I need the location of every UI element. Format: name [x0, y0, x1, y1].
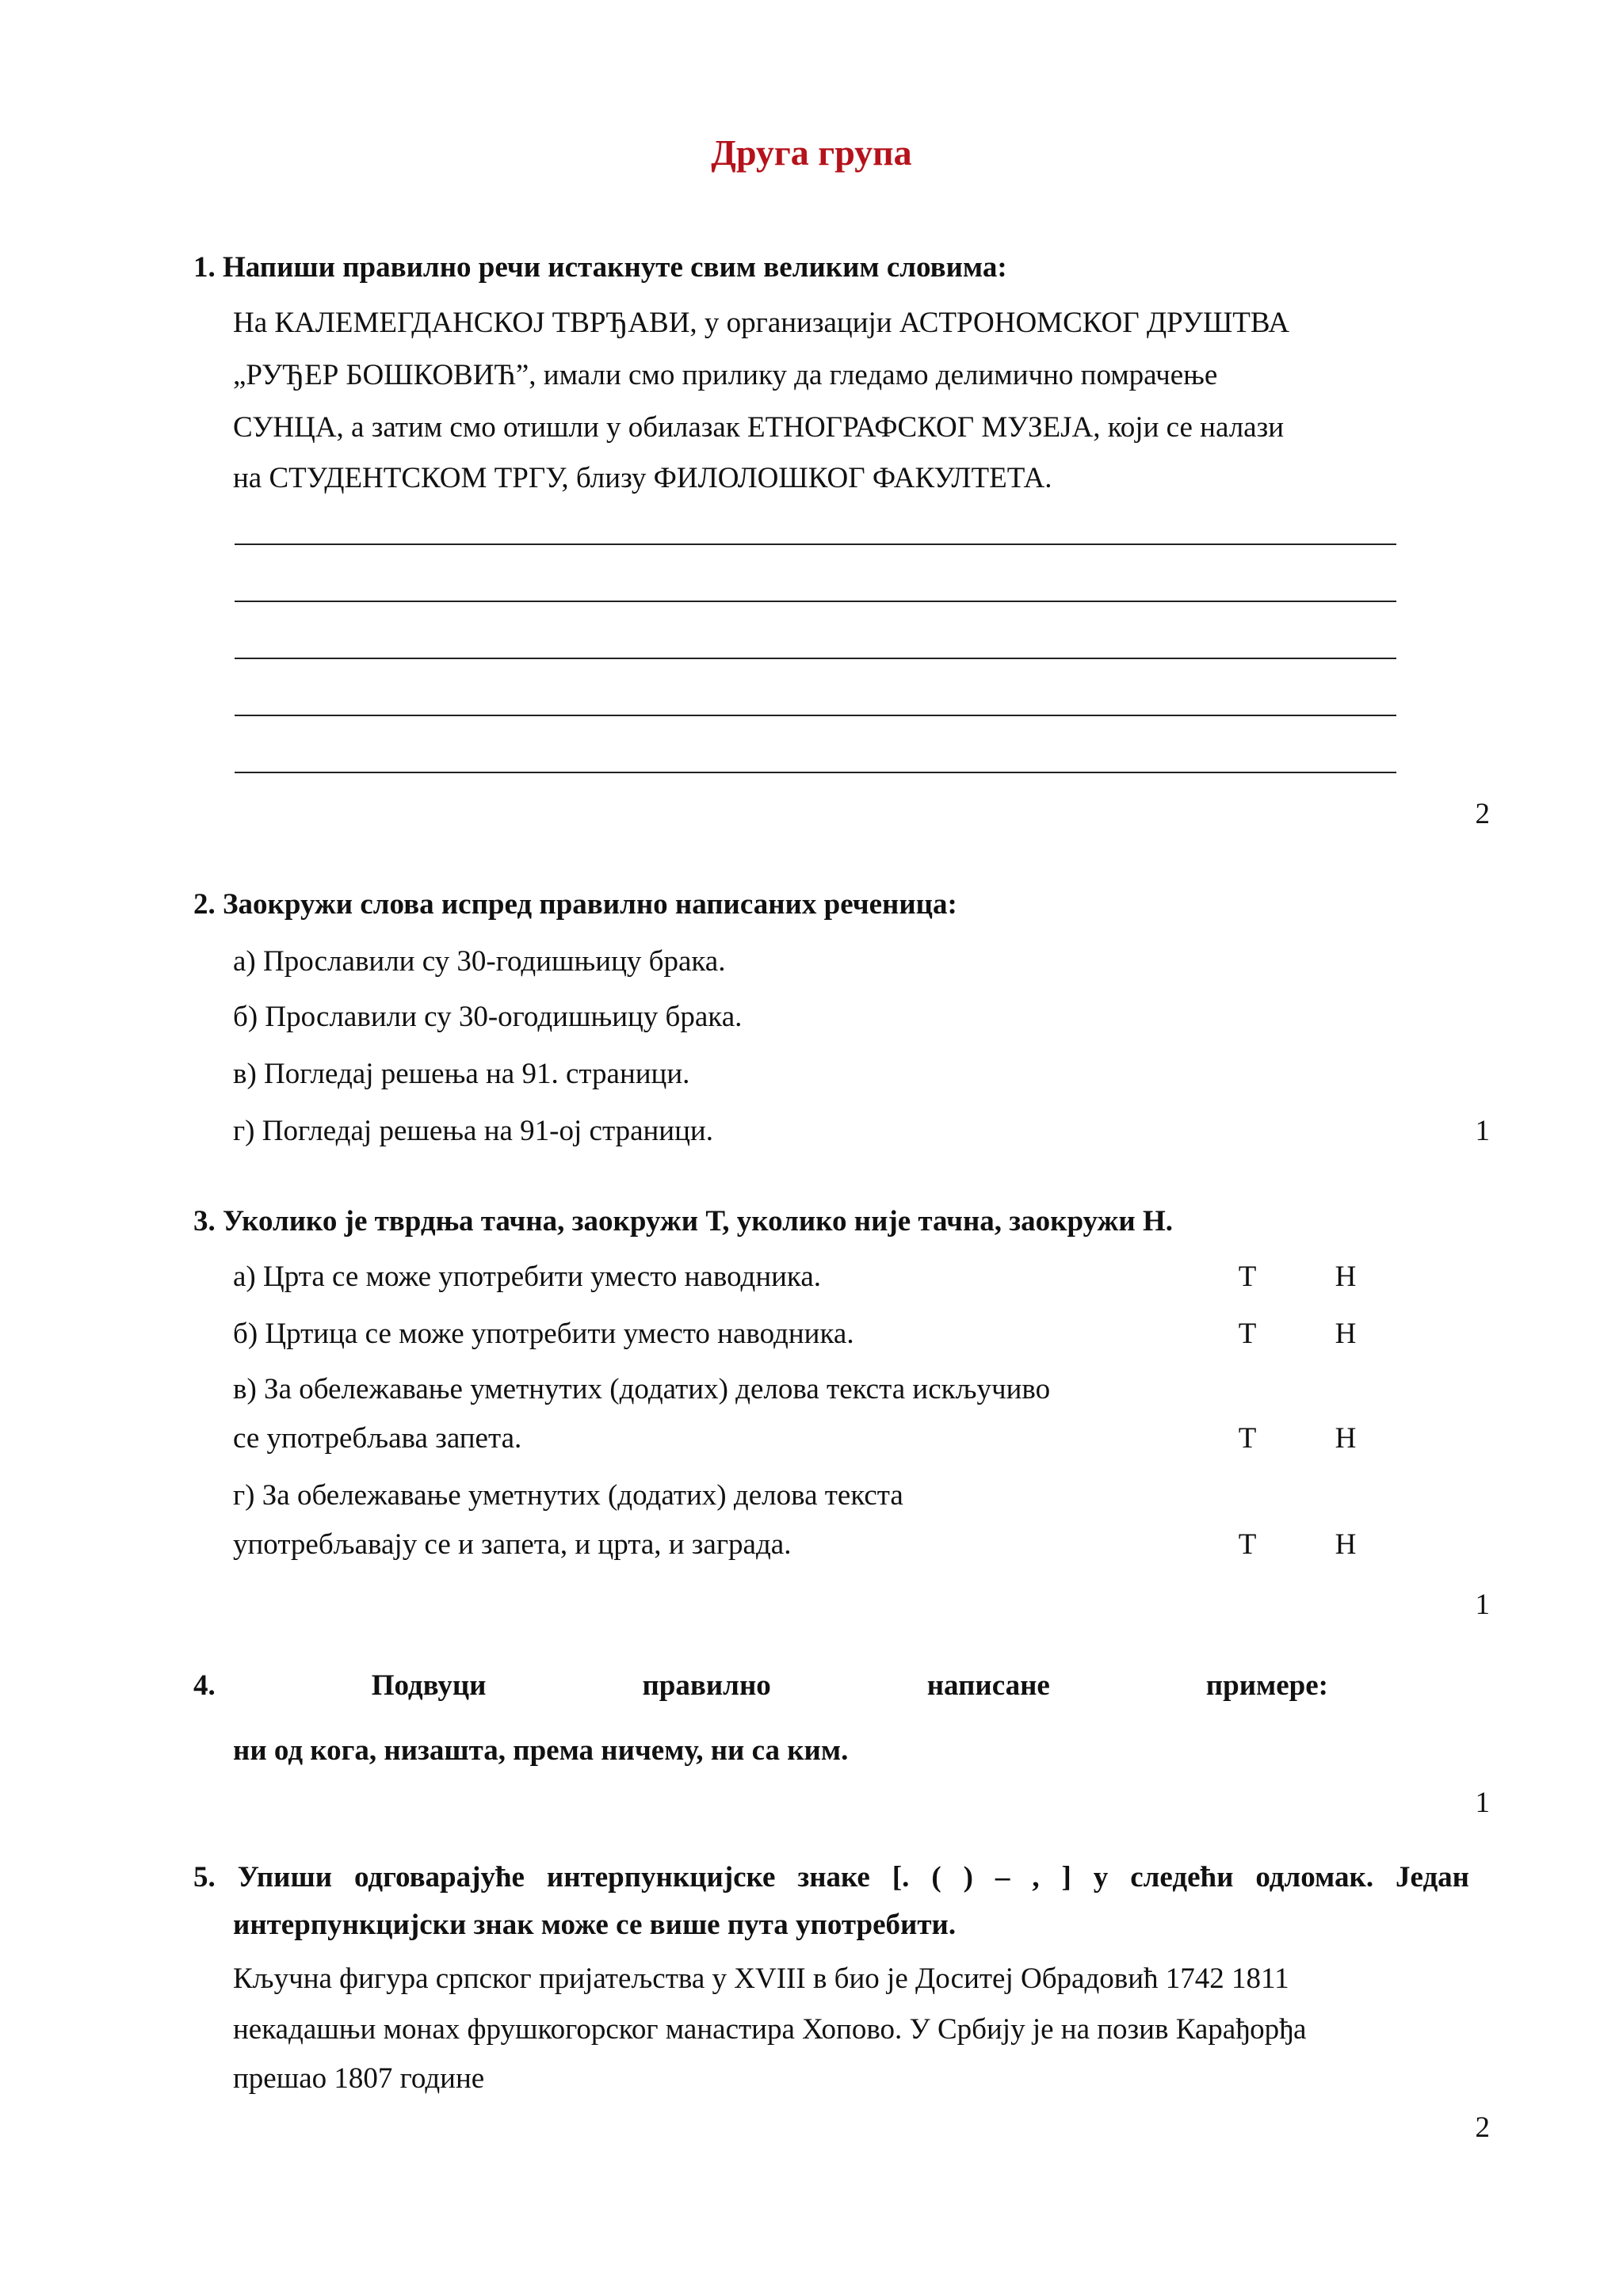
q4-word: примере: — [1205, 1669, 1328, 1702]
q3-g-false[interactable]: Н — [1335, 1528, 1357, 1561]
q2-option-b[interactable]: б) Прославили су 30-огодишњицу брака. — [233, 1001, 743, 1033]
q3-statement-a: а) Црта се може употребити уместо наводника. — [233, 1261, 822, 1293]
answer-line[interactable] — [235, 715, 1396, 716]
q4-word: Подвуци — [371, 1669, 487, 1702]
q3-statement-b: б) Цртица се може употребити уместо наводника. — [233, 1318, 854, 1350]
q2-option-v[interactable]: в) Погледај решења на 91. страници. — [233, 1058, 690, 1090]
q4-number: 4. — [193, 1669, 216, 1702]
q3-a-true[interactable]: Т — [1238, 1261, 1257, 1293]
q5-points: 2 — [1475, 2111, 1490, 2144]
q2-points: 1 — [1475, 1115, 1490, 1147]
q3-heading: 3. Уколико је тврдња тачна, заокружи Т, уколико није тачна, заокружи Н. — [193, 1205, 1173, 1238]
q2-option-a[interactable]: а) Прославили су 30-годишњицу брака. — [233, 945, 726, 978]
q4-heading — [193, 1669, 1328, 1703]
q2-option-g[interactable]: г) Погледај решења на 91-ој страници. — [233, 1115, 713, 1147]
answer-line[interactable] — [235, 543, 1396, 545]
q5-passage-line[interactable]: некадашњи монах фрушкогорског манастира Хопово. У Србију је на позив Карађорђа — [233, 2013, 1307, 2046]
q4-word: написане — [926, 1669, 1050, 1702]
q4-examples[interactable]: ни од кога, низашта, према ничему, ни са ким. — [233, 1734, 849, 1767]
q1-text-line: На КАЛЕМЕГДАНСКОЈ ТВРЂАВИ, у организацији АСТРОНОМСКОГ ДРУШТВА — [233, 307, 1289, 339]
q5-passage-line[interactable]: прешао 1807 године — [233, 2062, 485, 2095]
q1-heading: 1. Напиши правилно речи истакнуте свим великим словима: — [193, 251, 1007, 284]
q3-statement-g: г) За обележавање уметнутих (додатих) делова текста — [233, 1479, 903, 1512]
q3-g-true[interactable]: Т — [1238, 1528, 1257, 1561]
q3-b-true[interactable]: Т — [1238, 1318, 1257, 1350]
answer-line[interactable] — [235, 658, 1396, 659]
q3-statement-g-cont: употребљавају се и запета, и црта, и заграда. — [233, 1528, 792, 1561]
answer-line[interactable] — [235, 601, 1396, 602]
page-title: Друга група — [711, 132, 912, 173]
q3-statement-v-cont: се употребљава запета. — [233, 1422, 522, 1455]
q3-points: 1 — [1475, 1589, 1490, 1621]
q3-v-true[interactable]: Т — [1238, 1422, 1257, 1455]
q5-heading-cont: интерпункцијски знак може се више пута употребити. — [233, 1909, 957, 1941]
q4-word: правилно — [642, 1669, 771, 1702]
answer-line[interactable] — [235, 772, 1396, 773]
q3-a-false[interactable]: Н — [1335, 1261, 1357, 1293]
q3-b-false[interactable]: Н — [1335, 1318, 1357, 1350]
q5-heading: 5. Упиши одговарајуће интерпункцијске знаке [. ( ) – , ] у следећи одломак. Један — [193, 1861, 1469, 1894]
q5-passage-line[interactable]: Кључна фигура српског пријатељства у XVIII в био је Доситеј Обрадовић 1742 1811 — [233, 1962, 1289, 1995]
q4-points: 1 — [1475, 1787, 1490, 1819]
q3-v-false[interactable]: Н — [1335, 1422, 1357, 1455]
q1-text-line: на СТУДЕНТСКОМ ТРГУ, близу ФИЛОЛОШКОГ ФАКУЛТЕТА. — [233, 462, 1052, 494]
q1-points: 2 — [1475, 798, 1490, 830]
q3-statement-v: в) За обележавање уметнутих (додатих) делова текста искључиво — [233, 1373, 1051, 1405]
q1-text-line: СУНЦА, а затим смо отишли у обилазак ЕТНОГРАФСКОГ МУЗЕЈА, који се налази — [233, 411, 1285, 444]
q1-text-line: „РУЂЕР БОШКОВИЋ”, имали смо прилику да гледамо делимично помрачење — [233, 359, 1218, 391]
q2-heading: 2. Заокружи слова испред правилно написаних реченица: — [193, 888, 957, 921]
